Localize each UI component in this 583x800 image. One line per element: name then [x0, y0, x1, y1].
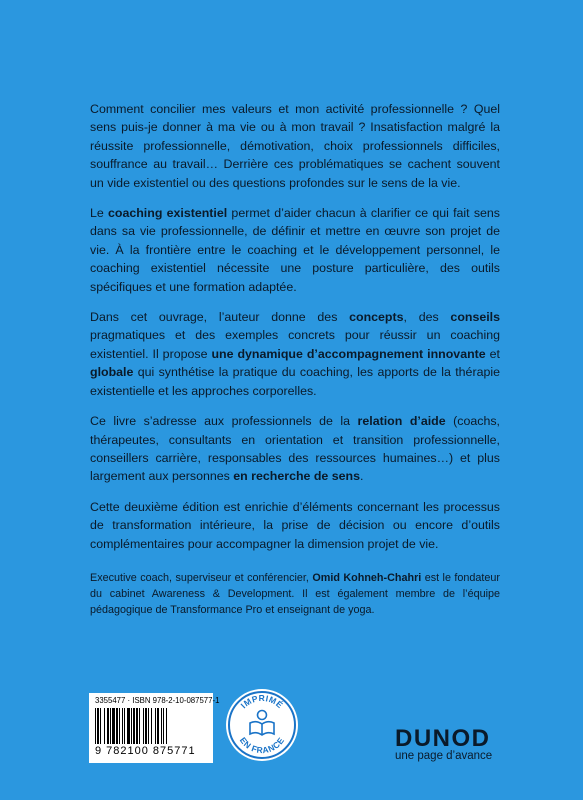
badge-graphic [226, 689, 298, 761]
paragraph: Dans cet ouvrage, l’auteur donne des concepts, des conseils pragmatiques et des exemples concrets pour réussir un coaching existentiel. Il propose une dynamique d’accompagnement innovante et globale qui synthétise la pratique du coaching, les apports de la thérapie existentielle et les approches corporelles. [90, 310, 501, 398]
paragraph: Ce livre s’adresse aux professionnels de la relation d’aide (coachs, thérapeutes, consultants en orientation et transition professionnelle, conseillers carrière, responsables des ressources humaines…) et plus largement aux personnes en recherche de sens. [90, 414, 500, 484]
publisher-tagline: une page d’avance [395, 750, 493, 762]
isbn-text: 3355477 · ISBN 978-2-10-087577-1 [95, 696, 220, 705]
barcode-digits: 9 782100 875771 [95, 745, 196, 757]
publisher-logo [395, 727, 492, 762]
badge-bottom-text: EN FRANCE [237, 735, 287, 756]
paragraph: Cette deuxième édition est enrichie d’éléments concernant les processus de transformation intérieure, la prise de décision ou encore d’outils complémentaires pour accompagner la dimension projet de vie. [90, 499, 500, 551]
badge-top-text: IMPRIMÉ [238, 693, 286, 711]
publisher-name: DUNOD [395, 725, 491, 752]
barcode-icon [95, 708, 207, 744]
printed-in-france-badge [226, 689, 298, 761]
author-bio: Executive coach, superviseur et conférencier, Omid Kohneh-Chahri est le fondateur du cabinet Awareness & Development. Il est également membre de l’équipe pédagogique de Transformance Pro et enseignant de yoga. [90, 571, 500, 616]
back-cover-description [90, 100, 500, 565]
barcode-label [89, 693, 220, 763]
paragraph: Comment concilier mes valeurs et mon activité professionnelle ? Quel sens puis-je donner à ma vie ou à mon travail ? Insatisfaction malgré la réussite professionnelle, démotivation, choix professionnels difficiles, souffrance au travail… Derrière ces problématiques se cachent souvent un vide existentiel ou des questions profondes sur le sens de la vie. [90, 102, 500, 190]
paragraph: Le coaching existentiel permet d’aider chacun à clarifier ce qui fait sens dans sa vie professionnelle, de définir et mettre en œuvre son projet de vie. À la frontière entre le coaching et le développement personnel, le coaching existentiel nécessite une posture particulière, des outils spécifiques et une formation adaptée. [90, 206, 501, 294]
